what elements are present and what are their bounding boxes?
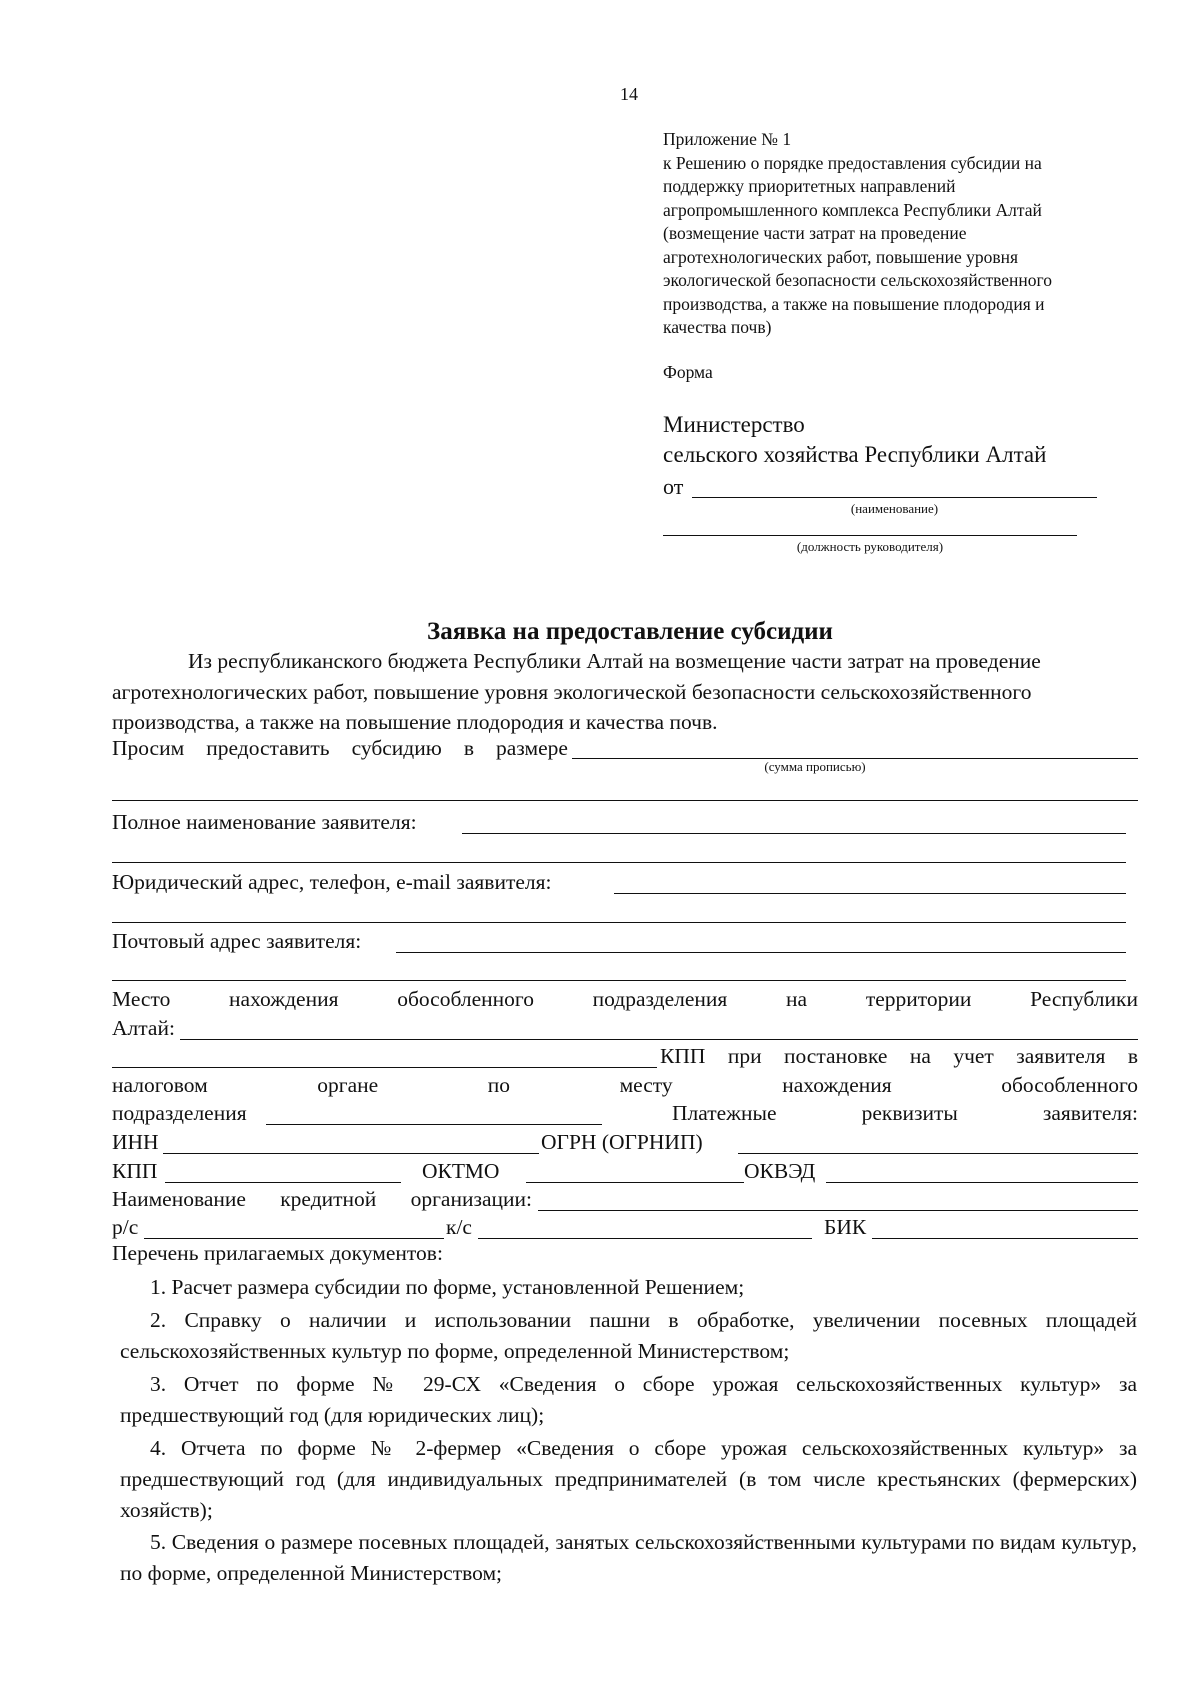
postal-address-line-2[interactable]	[112, 980, 1126, 981]
bik-label: БИК	[824, 1215, 867, 1239]
recipient-line: Министерство	[663, 412, 805, 437]
location-label: Место нахождения обособленного подразделения на территории Республики	[112, 987, 1138, 1011]
ogrn-line[interactable]	[738, 1153, 1138, 1154]
position-caption: (должность руководителя)	[796, 539, 944, 554]
annex-line: агротехнологических работ, повышение уровня	[663, 246, 1019, 267]
annex-reference	[663, 128, 1133, 340]
okved-line[interactable]	[826, 1182, 1138, 1183]
annex-line: производства, а также на повышение плодородия и	[663, 293, 1045, 314]
oktmo-line[interactable]	[526, 1182, 744, 1183]
from-label: от	[663, 474, 684, 499]
annex-line: (возмещение части затрат на проведение	[663, 223, 967, 243]
subsidy-amount-line-2[interactable]	[112, 800, 1138, 801]
document-item: 3. Отчет по форме № 29-СХ «Сведения о сборе урожая сельскохозяйственных культур» за предшествующий год (для юридических лиц);	[120, 1372, 1137, 1427]
annex-line: экологической безопасности сельскохозяйственного	[663, 270, 1052, 290]
annex-line: агропромышленного комплекса Республики Алтай	[663, 199, 1042, 220]
form-label: Форма	[663, 362, 713, 382]
document-title: Заявка на предоставление субсидии	[427, 618, 833, 645]
name-caption: (наименование)	[850, 501, 939, 516]
document-item: 2. Справку о наличии и использовании пашни в обработке, увеличении посевных площадей сельскохозяйственных культур по форме, определенной Министерством;	[120, 1308, 1137, 1363]
ogrn-label: ОГРН (ОГРНИП)	[541, 1130, 703, 1154]
documents-heading: Перечень прилагаемых документов:	[112, 1241, 443, 1265]
ks-line[interactable]	[478, 1238, 812, 1239]
kpp-registration-label: КПП при постановке на учет заявителя в	[660, 1044, 1138, 1068]
tax-authority-label: налоговом органе по месту нахождения обособленного	[112, 1073, 1138, 1097]
applicant-name-line[interactable]	[692, 497, 1097, 498]
full-name-label: Полное наименование заявителя:	[112, 810, 417, 834]
annex-line: Приложение № 1	[663, 129, 792, 149]
head-position-line[interactable]	[663, 535, 1077, 536]
location-altai-label: Алтай:	[112, 1016, 175, 1040]
inn-line[interactable]	[163, 1153, 539, 1154]
legal-address-line[interactable]	[614, 893, 1126, 894]
full-name-line-2[interactable]	[112, 862, 1126, 863]
bank-name-line[interactable]	[538, 1210, 1138, 1211]
page-number: 14	[620, 84, 638, 104]
intro-line: Из республиканского бюджета Республики Алтай на возмещение части затрат на проведение	[188, 649, 1041, 673]
document-item: 5. Сведения о размере посевных площадей, занятых сельскохозяйственными культурами по видам культур, по форме, определенной Министерством;	[120, 1530, 1137, 1585]
document-item: 4. Отчета по форме № 2-фермер «Сведения о сборе урожая сельскохозяйственных культур» за предшествующий год (для индивидуальных предпринимателей (в том числе крестьянских (фермерских) хозяйств);	[120, 1436, 1137, 1522]
kpp-line[interactable]	[165, 1182, 401, 1183]
payment-details-label: Платежные реквизиты заявителя:	[672, 1101, 1138, 1125]
sum-caption: (сумма прописью)	[764, 759, 866, 774]
intro-line: агротехнологических работ, повышение уровня экологической безопасности сельскохозяйственного	[112, 680, 1032, 704]
recipient-line: сельского хозяйства Республики Алтай	[663, 442, 1047, 467]
annex-line: к Решению о порядке предоставления субсидии на	[663, 152, 1042, 173]
oktmo-label: ОКТМО	[422, 1159, 500, 1183]
full-name-line[interactable]	[462, 833, 1126, 834]
rs-line[interactable]	[144, 1238, 444, 1239]
kpp-label: КПП	[112, 1159, 158, 1183]
postal-address-line[interactable]	[396, 952, 1126, 953]
okved-label: ОКВЭД	[744, 1159, 816, 1183]
ks-label: к/с	[446, 1215, 472, 1239]
subdivision-kpp-line[interactable]	[266, 1124, 602, 1125]
subdivision-label: подразделения	[112, 1101, 247, 1125]
intro-line: производства, а также на повышение плодородия и качества почв.	[112, 710, 718, 734]
recipient-block	[663, 410, 1046, 470]
inn-label: ИНН	[112, 1130, 159, 1154]
request-label: Просим предоставить субсидию в размере	[112, 736, 568, 760]
rs-label: р/с	[112, 1215, 139, 1239]
legal-address-line-2[interactable]	[112, 922, 1126, 923]
bank-name-label: Наименование кредитной организации:	[112, 1187, 532, 1211]
annex-line: поддержку приоритетных направлений	[663, 176, 956, 196]
document-item: 1. Расчет размера субсидии по форме, установленной Решением;	[150, 1275, 745, 1299]
bik-line[interactable]	[872, 1238, 1138, 1239]
location-line[interactable]	[180, 1039, 1138, 1040]
legal-address-label: Юридический адрес, телефон, e-mail заявителя:	[112, 870, 552, 894]
postal-address-label: Почтовый адрес заявителя:	[112, 929, 362, 953]
kpp-registration-line[interactable]	[112, 1067, 657, 1068]
annex-line: качества почв)	[663, 317, 772, 337]
